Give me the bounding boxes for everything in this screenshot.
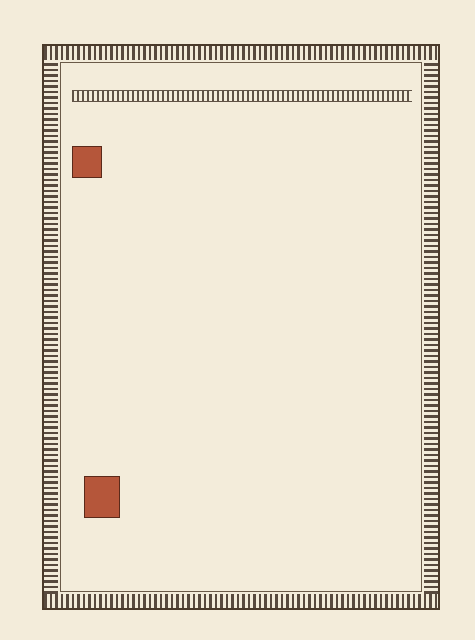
decorated-initial [72,146,102,178]
decorated-initial-litany [84,476,120,518]
border-band-bottom [44,594,438,608]
border-band-right [424,60,438,594]
border-band-top [44,46,438,60]
headpiece-ornament [72,90,412,102]
border-band-left [44,60,58,594]
